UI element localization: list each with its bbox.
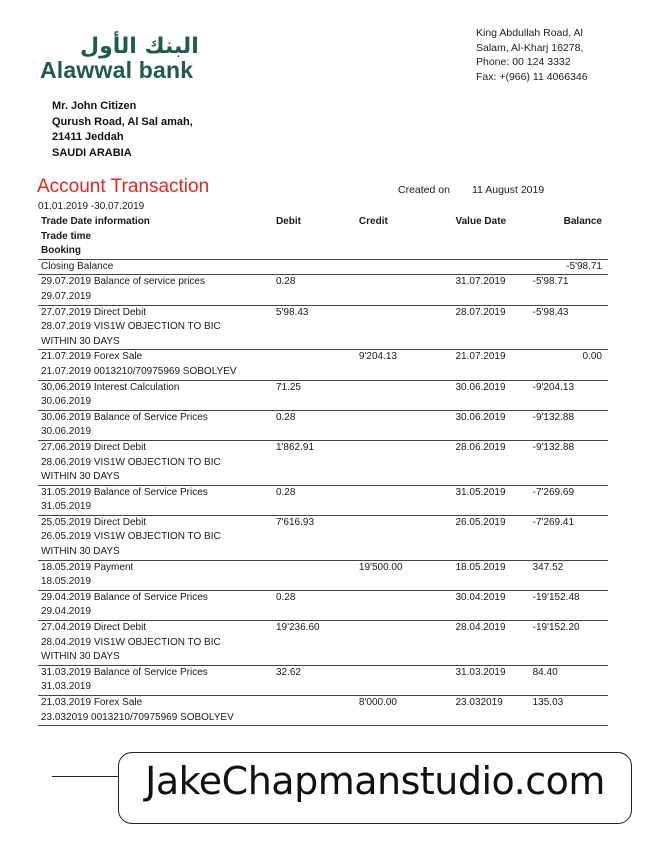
row-description xyxy=(38,275,273,305)
row-debit xyxy=(273,696,356,726)
row-debit xyxy=(273,259,356,275)
row-description-line: 28.06.2019 VIS1W OBJECTION TO BIC xyxy=(41,456,221,468)
transactions-table xyxy=(38,213,608,726)
watermark-box xyxy=(118,752,632,824)
table-row xyxy=(38,350,608,380)
header-credit: Credit xyxy=(358,216,388,227)
row-description-line: WITHIN 30 DAYS xyxy=(41,471,120,483)
row-description-line: 30.06.2019 Balance of Service Prices xyxy=(41,411,208,423)
row-value-date: 28.06.2019 xyxy=(453,440,530,485)
row-value-date: 30.06.2019 xyxy=(453,380,530,410)
row-description-line: 31.03.2019 Balance of Service Prices xyxy=(41,666,208,678)
bank-address-line: King Abdullah Road, Al xyxy=(476,27,583,39)
row-description-line: 31.03.2019 xyxy=(41,681,92,693)
row-description-line: 27.04.2019 Direct Debit xyxy=(41,622,147,634)
row-description xyxy=(38,485,273,515)
row-description xyxy=(38,305,273,350)
header-info-line: Trade time xyxy=(41,230,92,242)
row-value-date: 23.032019 xyxy=(453,696,530,726)
header-debit: Debit xyxy=(275,216,301,227)
row-description xyxy=(38,560,273,590)
row-balance: 84.40 xyxy=(530,665,608,695)
bank-address-line: Phone: 00 124 3332 xyxy=(476,56,571,68)
row-balance: -7'269.41 xyxy=(530,515,608,560)
row-balance: 347.52 xyxy=(530,560,608,590)
table-header-row xyxy=(38,213,608,259)
table-row xyxy=(38,259,608,275)
row-value-date: 31.05.2019 xyxy=(453,485,530,515)
row-value-date: 30.04.2019 xyxy=(453,590,530,620)
created-on-date: 11 August 2019 xyxy=(472,184,545,196)
table-row xyxy=(38,665,608,695)
row-value-date: 21.07.2019 xyxy=(453,350,530,380)
table-row xyxy=(38,515,608,560)
row-credit xyxy=(356,259,453,275)
row-debit: 32.62 xyxy=(273,665,356,695)
row-description xyxy=(38,515,273,560)
customer-name: Mr. John Citizen xyxy=(52,100,137,112)
watermark-text: JakeChapmanstudio.com xyxy=(145,759,605,803)
row-description-line: 18.05.2019 Payment xyxy=(41,561,134,573)
row-credit xyxy=(356,515,453,560)
transactions-body xyxy=(38,259,608,725)
table-row xyxy=(38,560,608,590)
row-description-line: WITHIN 30 DAYS xyxy=(41,546,120,558)
bank-address-line: Fax: +(966) 11 4066346 xyxy=(476,70,588,83)
row-credit: 9'204.13 xyxy=(356,350,453,380)
row-balance: -7'269.69 xyxy=(530,485,608,515)
row-credit xyxy=(356,410,453,440)
customer-street: Qurush Road, Al Sal amah, xyxy=(52,115,193,128)
row-description-line: 18.05.2019 xyxy=(41,576,92,588)
watermark-divider xyxy=(52,776,118,777)
row-debit: 0.28 xyxy=(273,275,356,305)
row-description-line: WITHIN 30 DAYS xyxy=(41,651,120,663)
row-value-date: 26.05.2019 xyxy=(453,515,530,560)
row-debit xyxy=(273,350,356,380)
row-description xyxy=(38,440,273,485)
row-debit: 0.28 xyxy=(273,590,356,620)
row-value-date xyxy=(453,259,530,275)
table-row xyxy=(38,485,608,515)
row-description-line: 21.03.2019 Forex Sale xyxy=(41,697,143,708)
header-info-line: Booking xyxy=(41,245,81,257)
row-description-line: 29.07.2019 Balance of service prices xyxy=(41,276,205,288)
row-description-line: Closing Balance xyxy=(41,260,114,272)
row-description xyxy=(38,259,273,275)
row-debit: 5'98.43 xyxy=(273,305,356,350)
row-description-line: 27.07.2019 Direct Debit xyxy=(41,306,147,318)
row-credit xyxy=(356,621,453,666)
row-description xyxy=(38,665,273,695)
table-row xyxy=(38,621,608,666)
row-description-line: 23.032019 0013210/70975969 SOBOLYEV xyxy=(41,711,234,723)
row-debit: 0.28 xyxy=(273,410,356,440)
row-credit xyxy=(356,380,453,410)
row-value-date: 28.04.2019 xyxy=(453,621,530,666)
row-credit xyxy=(356,275,453,305)
row-debit: 71.25 xyxy=(273,380,356,410)
row-credit xyxy=(356,305,453,350)
row-debit: 1'862.91 xyxy=(273,440,356,485)
row-credit xyxy=(356,665,453,695)
row-credit: 8'000.00 xyxy=(356,696,453,726)
table-row xyxy=(38,590,608,620)
row-balance: -5'98.71 xyxy=(530,259,608,275)
header-balance: Balance xyxy=(563,216,602,227)
statement-period: 01.01.2019 -30.07.2019 xyxy=(38,201,145,212)
row-balance: -19'152.48 xyxy=(530,590,608,620)
document-title: Account Transaction xyxy=(37,176,210,197)
row-description-line: 28.04.2019 VIS1W OBJECTION TO BIC xyxy=(41,636,221,648)
table-row xyxy=(38,696,608,726)
row-balance: -9'204.13 xyxy=(530,380,608,410)
table-row xyxy=(38,440,608,485)
row-description-line: 30.06.2019 Interest Calculation xyxy=(41,381,180,393)
row-credit xyxy=(356,440,453,485)
row-value-date: 31.03.2019 xyxy=(453,665,530,695)
row-value-date: 18.05.2019 xyxy=(453,560,530,590)
bank-address xyxy=(476,26,588,84)
row-credit: 19'500.00 xyxy=(356,560,453,590)
row-description xyxy=(38,696,273,726)
header-information xyxy=(38,213,273,259)
row-description-line: 25.05.2019 Direct Debit xyxy=(41,516,147,528)
header-info-line: Trade Date information xyxy=(41,216,150,227)
row-balance: 0.00 xyxy=(530,350,608,380)
row-credit xyxy=(356,485,453,515)
row-description-line: 28.07.2019 VIS1W OBJECTION TO BIC xyxy=(41,321,221,333)
table-row xyxy=(38,275,608,305)
row-description-line: 26.05.2019 VIS1W OBJECTION TO BIC xyxy=(41,531,221,543)
row-description xyxy=(38,410,273,440)
customer-country: SAUDI ARABIA xyxy=(52,146,132,159)
row-description-line: 29.04.2019 xyxy=(41,606,92,618)
row-description-line: 30.06.2019 xyxy=(41,426,92,438)
customer-city: 21411 Jeddah xyxy=(52,131,124,143)
row-description xyxy=(38,590,273,620)
row-debit: 7'616.93 xyxy=(273,515,356,560)
row-balance: -5'98.43 xyxy=(530,305,608,350)
bank-address-line: Salam, Al-Kharj 16278, xyxy=(476,41,584,54)
row-value-date: 31.07.2019 xyxy=(453,275,530,305)
row-balance: -19'152.20 xyxy=(530,621,608,666)
row-description-line: 29.07.2019 xyxy=(41,290,92,302)
row-balance: 135.03 xyxy=(530,696,608,726)
logo-latin-text: Alawwal bank xyxy=(40,57,194,83)
row-description-line: WITHIN 30 DAYS xyxy=(41,335,120,347)
row-value-date: 28.07.2019 xyxy=(453,305,530,350)
row-debit xyxy=(273,560,356,590)
row-debit: 0.28 xyxy=(273,485,356,515)
row-credit xyxy=(356,590,453,620)
header-value-date: Value Date xyxy=(455,216,507,227)
customer-address xyxy=(52,99,193,161)
row-description-line: 31.05.2019 Balance of Service Prices xyxy=(41,486,208,498)
row-value-date: 30.06.2019 xyxy=(453,410,530,440)
logo-arabic-text: البنك الأول xyxy=(80,34,199,59)
bank-logo xyxy=(40,34,230,84)
table-row xyxy=(38,305,608,350)
created-on-label: Created on xyxy=(398,184,450,196)
row-description xyxy=(38,380,273,410)
row-balance: -9'132.88 xyxy=(530,410,608,440)
row-balance: -9'132.88 xyxy=(530,440,608,485)
row-description-line: 29.04.2019 Balance of Service Prices xyxy=(41,591,208,603)
row-debit: 19'236.60 xyxy=(273,621,356,666)
row-description-line: 30.06.2019 xyxy=(41,396,92,408)
row-description-line: 31.05.2019 xyxy=(41,501,92,513)
row-description-line: 27.06.2019 Direct Debit xyxy=(41,441,147,453)
row-description-line: 21.07.2019 Forex Sale xyxy=(41,351,143,363)
table-row xyxy=(38,380,608,410)
row-balance: -5'98.71 xyxy=(530,275,608,305)
row-description-line: 21.07.2019 0013210/70975969 SOBOLYEV xyxy=(41,365,237,377)
table-row xyxy=(38,410,608,440)
row-description xyxy=(38,350,273,380)
row-description xyxy=(38,621,273,666)
